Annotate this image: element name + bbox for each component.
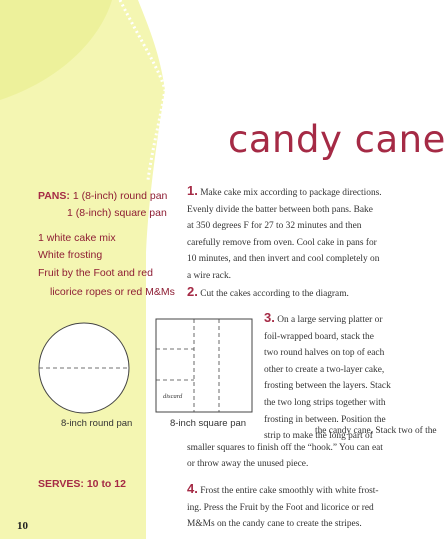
step-3-line-8: strip to make the long part of (264, 431, 373, 442)
step-1-number: 1. (187, 183, 198, 198)
square-pan-caption: 8-inch square pan (170, 418, 247, 429)
ingredient-4: licorice ropes or red M&Ms (50, 286, 175, 298)
pans-label: PANS: (38, 190, 70, 202)
step-4-number: 4. (187, 481, 198, 496)
step-3-line-5: frosting between the layers. Stack (264, 381, 391, 392)
ingredient-1: 1 white cake mix (38, 232, 116, 244)
step-4-line-3: M&Ms on the candy cane to create the stripes. (187, 519, 362, 530)
step-1-line-4: carefully remove from oven. Cool cake in pans for (187, 237, 377, 248)
step-3-line-10: smaller squares to finish off the “hook.” You can eat (187, 442, 383, 453)
step-3-bottom (187, 423, 437, 473)
step-3-line-11: or throw away the unused piece. (187, 459, 309, 470)
step-1-line-1: Make cake mix according to package directions. (200, 188, 382, 198)
square-pan-diagram (155, 318, 255, 414)
step-2-text: Cut the cakes according to the diagram. (200, 289, 349, 299)
pans-line-1 (38, 190, 167, 202)
discard-label: discard (163, 393, 183, 400)
step-1 (187, 183, 392, 285)
serves-value: 10 to 12 (86, 478, 126, 490)
step-1-line-2: Evenly divide the batter between both pans. Bake (187, 204, 373, 215)
step-1-line-5: 10 minutes, and then invert and cool completely on (187, 254, 380, 265)
page-title: candy cane (228, 118, 446, 161)
serves-line (38, 478, 126, 490)
page-number: 10 (17, 520, 28, 532)
step-4 (187, 481, 392, 533)
round-pan-diagram (32, 318, 136, 418)
step-3-line-2: foil-wrapped board, stack the (264, 331, 374, 342)
ingredient-2: White frosting (38, 249, 103, 261)
step-1-line-3: at 350 degrees F for 27 to 32 minutes and then (187, 221, 362, 232)
step-2 (187, 284, 392, 303)
step-4-line-1: Frost the entire cake smoothly with white frost- (200, 486, 379, 496)
step-3-line-7: frosting in between. Position the (264, 414, 386, 425)
step-1-line-6: a wire rack. (187, 270, 231, 281)
round-pan-caption: 8-inch round pan (61, 418, 133, 429)
step-3-line-4: other to create a two-layer cake, (264, 364, 385, 375)
pans-square: 1 (8-inch) square pan (67, 207, 167, 219)
step-3-number: 3. (264, 310, 275, 325)
step-3-line-6: the two long strips together with (264, 397, 386, 408)
step-2-number: 2. (187, 284, 198, 299)
step-3-line-9: the candy cane. Stack two of the (315, 426, 437, 436)
ingredient-3: Fruit by the Foot and red (38, 267, 153, 279)
step-3-line-1: On a large serving platter or (277, 315, 383, 325)
serves-label: SERVES: (38, 478, 84, 490)
pans-round: 1 (8-inch) round pan (72, 190, 168, 202)
step-4-line-2: ing. Press the Fruit by the Foot and licorice or red (187, 502, 374, 513)
step-3-line-3: two round halves on top of each (264, 348, 385, 359)
